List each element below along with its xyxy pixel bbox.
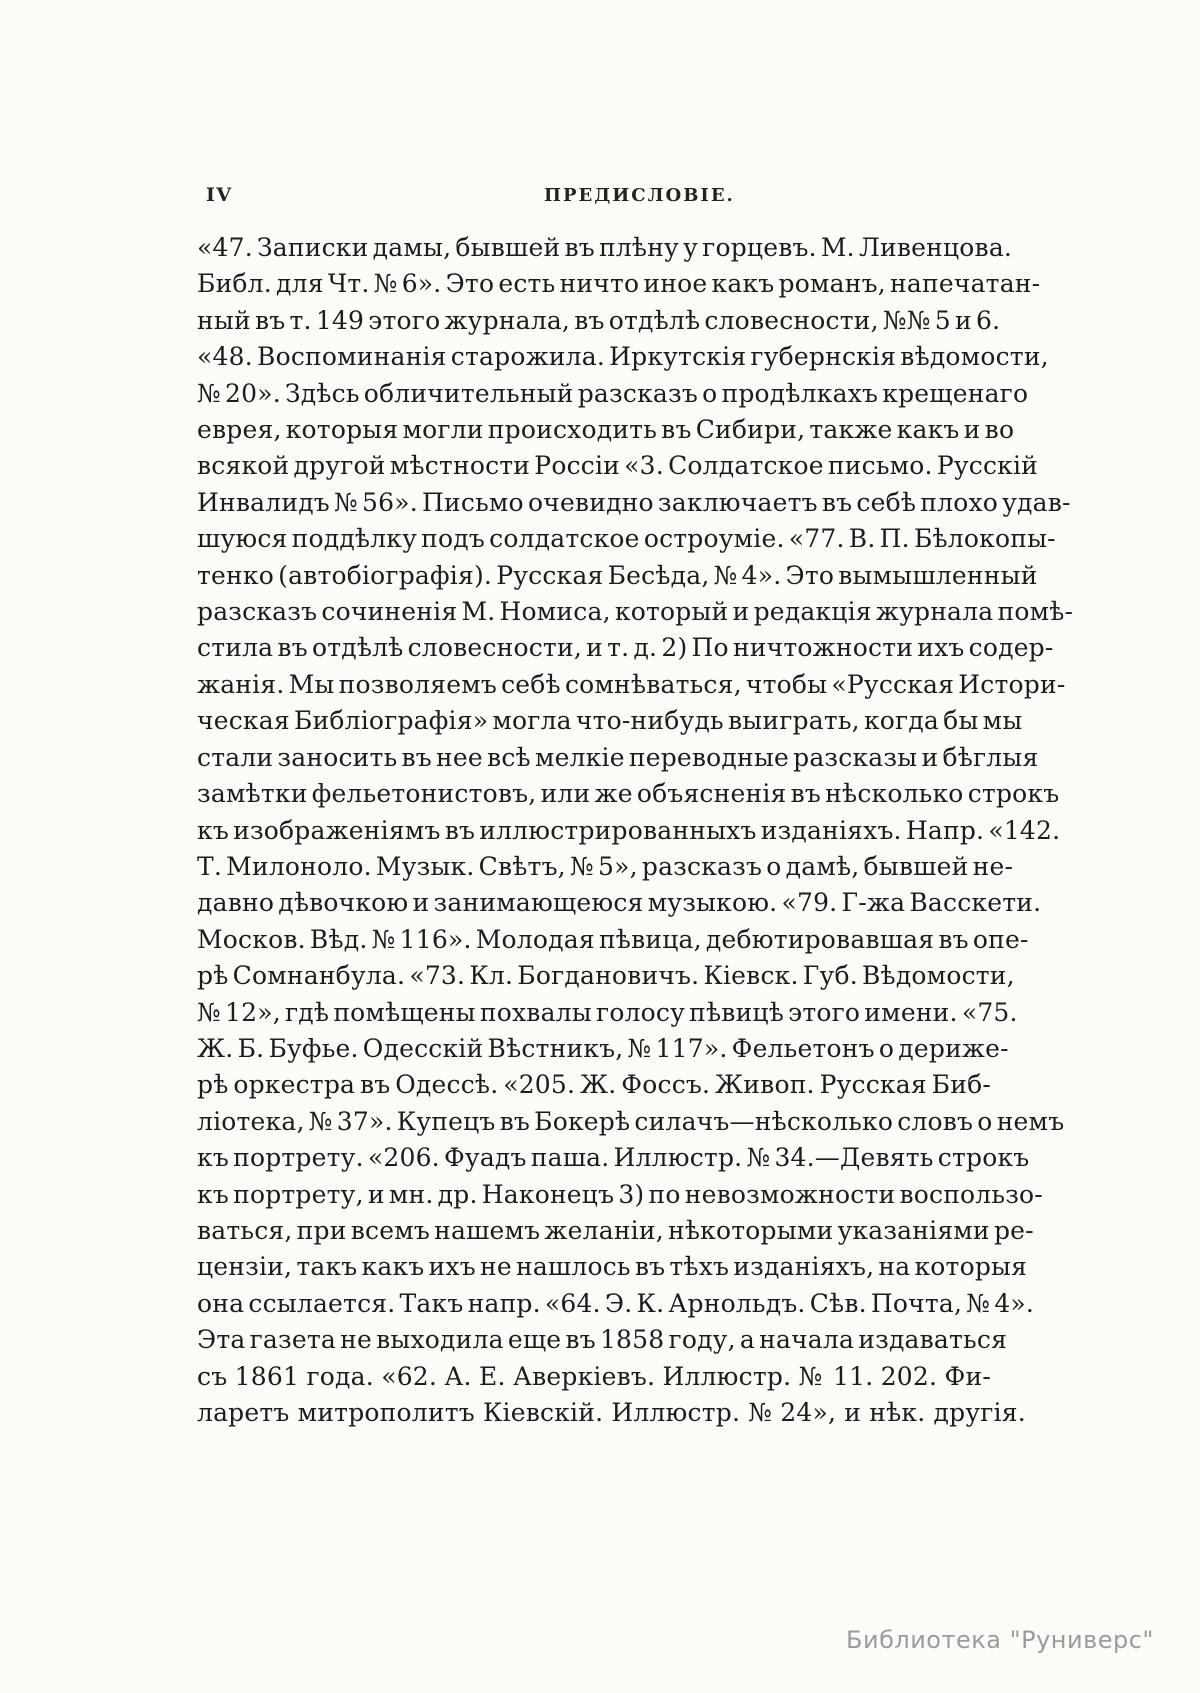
text-line: еврея, которыя могли происходить въ Сибири, также какъ и во (197, 415, 1015, 445)
text-line: Инвалидъ № 56». Письмо очевидно заключаетъ въ себѣ плохо удав- (197, 487, 1071, 517)
text-line: къ портрету, и мн. др. Наконецъ 3) по невозможности воспользо- (197, 1179, 1043, 1209)
text-line: рѣ оркестра въ Одессѣ. «205. Ж. Фоссъ. Живоп. Русская Биб- (197, 1070, 991, 1100)
text-line: цензіи, такъ какъ ихъ не нашлось въ тѣхъ изданіяхъ, на которыя (197, 1252, 1028, 1282)
text-line: № 12», гдѣ помѣщены похвалы голосу пѣвицѣ этого имени. «75. (197, 997, 1018, 1027)
text-line: она ссылается. Такъ напр. «64. Э. К. Арнольдъ. Сѣв. Почта, № 4». (197, 1288, 1035, 1318)
text-line: рѣ Сомнанбула. «73. Кл. Богдановичъ. Кіевск. Губ. Вѣдомости, (197, 961, 1015, 991)
text-line: «47. Записки дамы, бывшей въ плѣну у горцевъ. М. Ливенцова. (197, 233, 1013, 262)
text-line: стали заносить въ нее всѣ мелкіе переводные разсказы и бѣглыя (197, 742, 1039, 772)
text-line: ный въ т. 149 этого журнала, въ отдѣлѣ словесности, №№ 5 и 6. (197, 305, 1001, 335)
text-line: разсказъ сочиненія М. Номиса, который и редакція журнала помѣ- (197, 597, 1074, 627)
text-line: Москов. Вѣд. № 116». Молодая пѣвица, дебютировавшая въ опе- (197, 924, 1029, 954)
text-line: ческая Библіографія» могла что-нибудь выиграть, когда бы мы (197, 706, 1023, 736)
text-line: жанія. Мы позволяемъ себѣ сомнѣваться, чтобы «Русская Истори- (197, 669, 1066, 699)
text-line: ліотека, № 37». Купецъ въ Бокерѣ силачъ—нѣсколько словъ о немъ (197, 1106, 1065, 1136)
text-line: Т. Милоноло. Музык. Свѣтъ, № 5», разсказъ о дамѣ, бывшей не- (197, 851, 1014, 881)
text-line: замѣтки фельетонистовъ, или же объясненія въ нѣсколько строкъ (197, 779, 1060, 809)
page-number: IV (206, 184, 233, 206)
text-line: съ 1861 года. «62. А. Е. Аверкіевъ. Иллюстр. № 11. 202. Фи- (197, 1361, 991, 1391)
text-line: давно дѣвочкою и занимающеюся музыкою. «79. Г-жа Васскети. (197, 888, 1042, 918)
running-title: ПРЕДИСЛОВІЕ. (544, 185, 735, 206)
text-line: № 20». Здѣсь обличительный разсказъ о продѣлкахъ крещенаго (197, 378, 1029, 408)
text-line: «48. Воспоминанія старожила. Иркутскія губернскія вѣдомости, (197, 342, 1049, 372)
library-watermark: Библиотека "Руниверс" (846, 1626, 1154, 1654)
text-line: къ портрету. «206. Фуадъ паша. Иллюстр. № 34.—Девять строкъ (197, 1143, 1030, 1173)
text-line: ваться, при всемъ нашемъ желаніи, нѣкоторыми указаніями ре- (197, 1215, 1034, 1245)
text-line: Эта газета не выходила еще въ 1858 году, а начала издаваться (197, 1325, 1008, 1355)
text-line: шуюся поддѣлку подъ солдатское остроуміе. «77. В. П. Бѣлокопы- (197, 524, 1056, 554)
text-line: стила въ отдѣлѣ словесности, и т. д. 2) По ничтожности ихъ содер- (197, 633, 1054, 663)
text-line: Ж. Б. Буфье. Одесскій Вѣстникъ, № 117». Фельетонъ о дериже- (197, 1033, 1009, 1063)
text-line: ларетъ митрополитъ Кіевскій. Иллюстр. № 24», и нѣк. другія. (197, 1398, 1026, 1427)
text-line: всякой другой мѣстности Россіи «3. Солдатское письмо. Русскій (197, 451, 1039, 481)
text-line: къ изображеніямъ въ иллюстрированныхъ изданіяхъ. Напр. «142. (197, 815, 1061, 845)
text-line: тенко (автобіографія). Русская Бесѣда, № 4». Это вымышленный (197, 560, 1038, 590)
body-text (197, 230, 1074, 1431)
text-line: Библ. для Чт. № 6». Это есть ничто иное какъ романъ, напечатан- (197, 269, 1041, 299)
